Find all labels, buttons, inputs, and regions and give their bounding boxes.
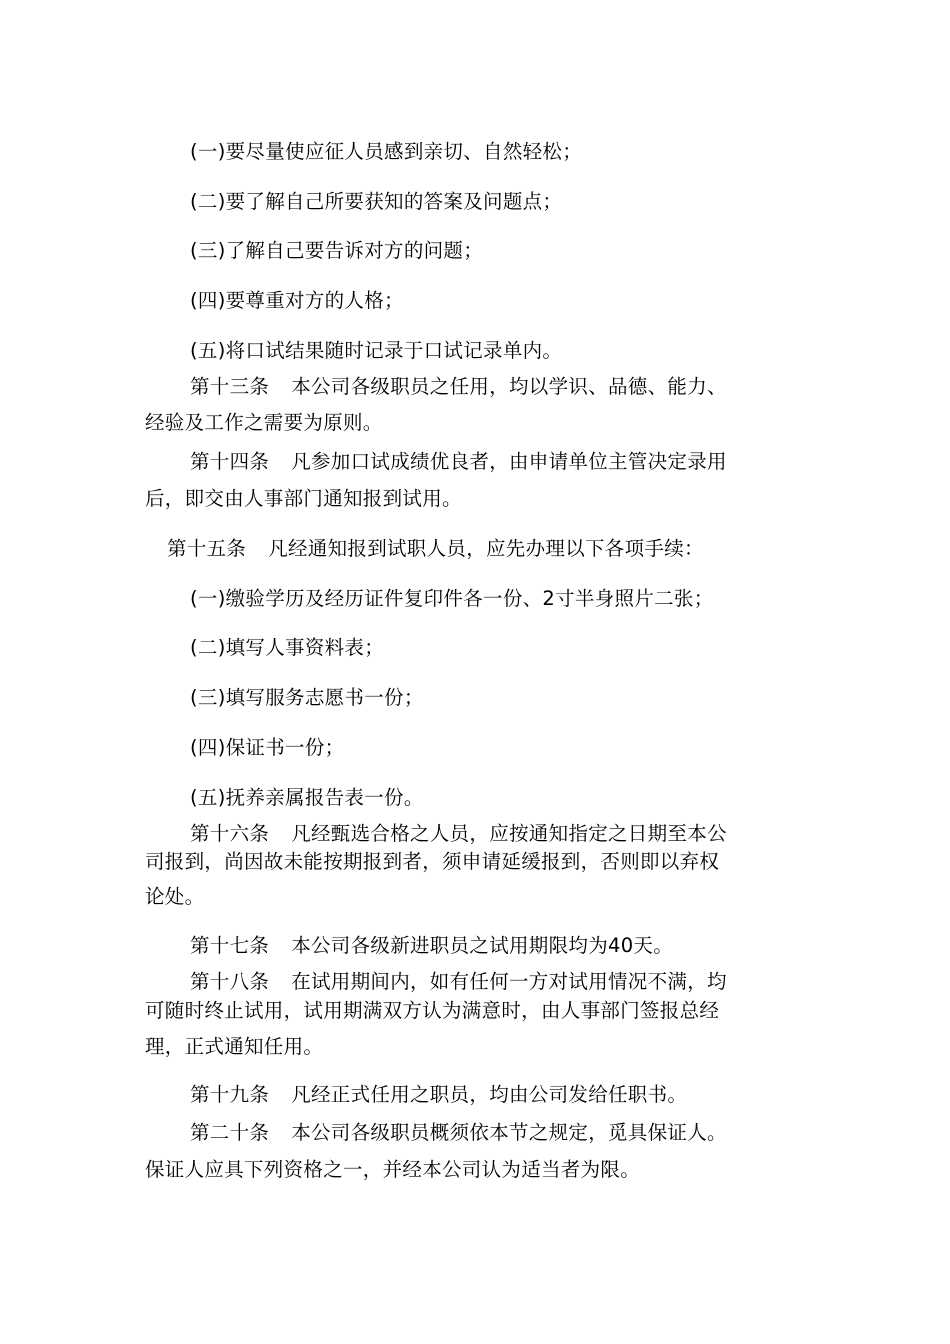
article-text: 凡经甄选合格之人员，应按通知指定之日期至本公 xyxy=(291,822,727,845)
paragraph-line xyxy=(190,822,727,846)
list-item: (四)要尊重对方的人格； xyxy=(190,289,404,312)
paragraph-line xyxy=(190,970,727,994)
paragraph-line xyxy=(190,1121,727,1145)
list-item: (五)抚养亲属报告表一份。 xyxy=(190,786,424,809)
article-number: 第十八条 xyxy=(190,970,270,993)
list-item: (一)要尽量使应征人员感到亲切、自然轻松； xyxy=(190,140,583,163)
paragraph-line xyxy=(167,537,704,561)
article-number: 第十五条 xyxy=(167,537,247,560)
article-text: 本公司各级职员之任用，均以学识、品德、能力、 xyxy=(291,375,727,398)
list-item: (一)缴验学历及经历证件复印件各一份、2寸半身照片二张； xyxy=(190,587,714,610)
article-number: 第十四条 xyxy=(190,450,270,473)
article-text: 凡经通知报到试职人员，应先办理以下各项手续： xyxy=(268,537,704,560)
list-item: (二)要了解自己所要获知的答案及问题点； xyxy=(190,190,563,213)
list-item: (三)填写服务志愿书一份； xyxy=(190,686,424,709)
paragraph-line: 理，正式通知任用。 xyxy=(145,1035,324,1058)
article-text: 凡参加口试成绩优良者，由申请单位主管决定录用 xyxy=(291,450,727,473)
article-number: 第十三条 xyxy=(190,375,270,398)
article-number: 第十七条 xyxy=(190,934,270,957)
article-text: 凡经正式任用之职员，均由公司发给任职书。 xyxy=(291,1083,688,1106)
paragraph-line xyxy=(190,375,727,399)
article-text: 在试用期间内，如有任何一方对试用情况不满，均 xyxy=(291,970,727,993)
list-item: (三)了解自己要告诉对方的问题； xyxy=(190,239,484,262)
article-number: 第十六条 xyxy=(190,822,270,845)
paragraph-line: 保证人应具下列资格之一，并经本公司认为适当者为限。 xyxy=(145,1158,641,1181)
paragraph-line: 论处。 xyxy=(145,885,205,908)
list-item: (二)填写人事资料表； xyxy=(190,636,385,659)
paragraph-line: 司报到，尚因故未能按期报到者，须申请延缓报到，否则即以弃权 xyxy=(145,850,720,873)
list-item: (四)保证书一份； xyxy=(190,736,345,759)
article-text: 本公司各级职员概须依本节之规定，觅具保证人。 xyxy=(291,1121,727,1144)
article-number: 第二十条 xyxy=(190,1121,270,1144)
article-number: 第十九条 xyxy=(190,1083,270,1106)
paragraph-line: 后，即交由人事部门通知报到试用。 xyxy=(145,487,462,510)
list-item: (五)将口试结果随时记录于口试记录单内。 xyxy=(190,339,563,362)
paragraph-line: 经验及工作之需要为原则。 xyxy=(145,411,383,434)
paragraph-line xyxy=(190,450,727,474)
article-text: 本公司各级新进职员之试用期限均为40天。 xyxy=(291,934,674,957)
paragraph-line: 可随时终止试用，试用期满双方认为满意时，由人事部门签报总经 xyxy=(145,999,720,1022)
paragraph-line xyxy=(190,1083,687,1107)
paragraph-line xyxy=(190,934,673,958)
